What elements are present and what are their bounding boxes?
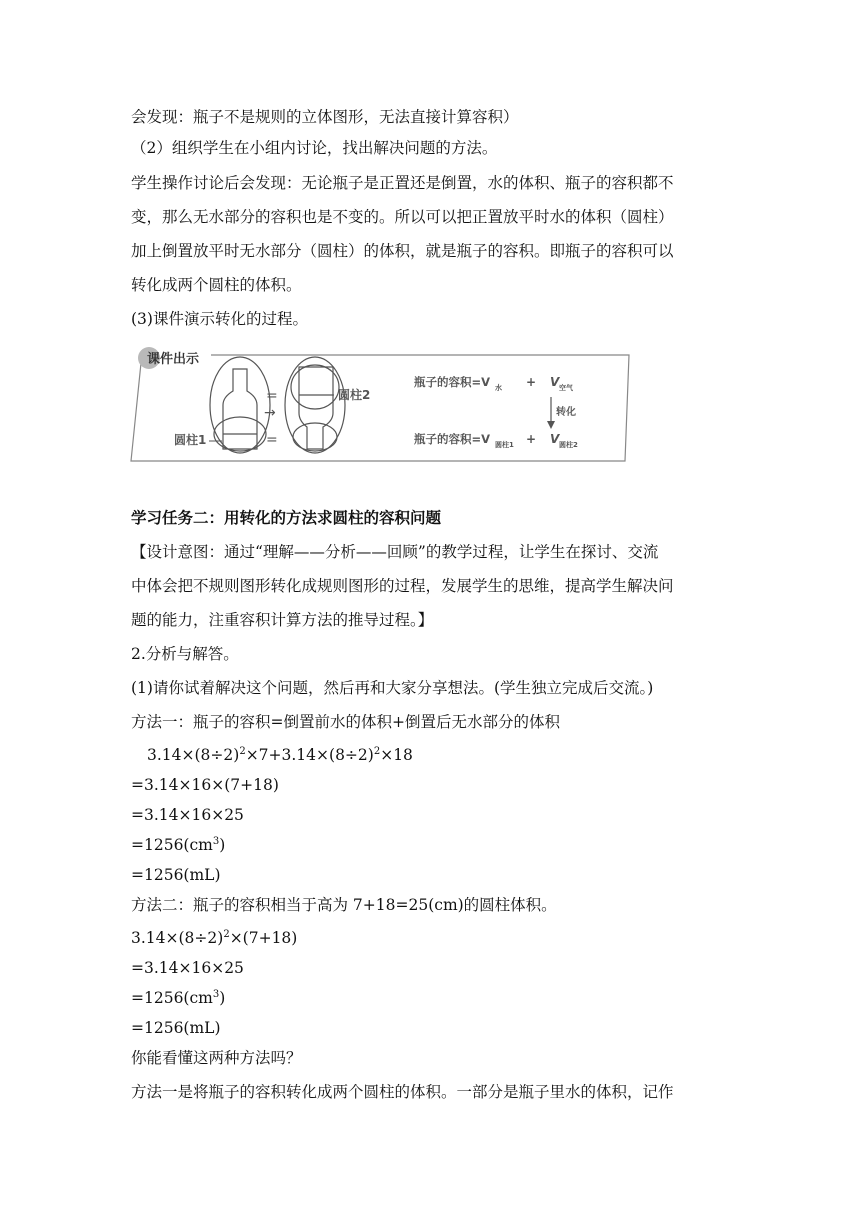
text-line: 2.分析与解答。 [131,645,239,663]
text-line: 学生操作讨论后会发现：无论瓶子是正置还是倒置，水的体积、瓶子的容积都不 [131,174,674,192]
equation-2: 瓶子的容积=V [414,432,491,446]
text-line: 【设计意图：通过“理解——分析——回顾”的教学过程，让学生在探讨、交流 [131,543,659,561]
volume-subscript: 空气 [559,384,573,392]
formula-line: =3.14×16×(7+18) [131,776,279,794]
text-line: 方法二：瓶子的容积相当于高为 7+18=25(cm)的圆柱体积。 [131,896,557,914]
right-arrow-icon: → [264,405,276,421]
transform-label: 转化 [556,407,576,418]
equals-sign: = [266,388,278,404]
bottle-upright-icon [210,357,270,453]
formula-line: $3.14\times(8\div 2)^2\times(7+18)$ [131,928,298,947]
text-line: 题的能力，注重容积计算方法的推导过程。】 [131,611,434,629]
figure-header: 课件出示 [147,352,200,367]
formula-line: =1256(mL) [131,866,221,884]
bottle-inverted-icon [285,357,345,453]
text-line: 转化成两个圆柱的体积。 [131,276,302,294]
equation-1: 瓶子的容积=V [414,375,491,389]
equation-2-subscript: 圆柱1 [495,441,514,449]
text-line: (3)课件演示转化的过程。 [131,310,308,328]
text-line: 中体会把不规则图形转化成规则图形的过程，发展学生的思维，提高学生解决问 [131,577,674,595]
formula-line: =3.14×16×25 [131,959,244,977]
down-arrow-icon [547,397,555,429]
text-line: （2）组织学生在小组内讨论，找出解决问题的方法。 [131,139,498,157]
text-line: 会发现：瓶子不是规则的立体图形，无法直接计算容积） [131,108,519,126]
formula-line: =3.14×16×25 [131,806,244,824]
plus-sign: + [526,432,537,446]
equation-1-subscript: 水 [495,384,502,392]
formula-line: $3.14\times(8\div 2)^2\times 7+3.14\times(8\div 2)^2\times 18$ [147,745,413,764]
formula-line: $=1256(cm^3)$ [131,988,226,1007]
formula-line: =1256(mL) [131,1019,221,1037]
bottle-transform-diagram [129,345,631,464]
text-line: 方法一是将瓶子的容积转化成两个圆柱的体积。一部分是瓶子里水的体积，记作 [131,1083,674,1101]
equals-sign: = [266,432,278,448]
plus-sign: + [526,375,537,389]
formula-line: $=1256(cm^3)$ [131,835,226,854]
volume-symbol: V [550,375,560,389]
text-line: 变，那么无水部分的容积也是不变的。所以可以把正置放平时水的体积（圆柱） [131,208,674,226]
text-line: (1)请你试着解决这个问题，然后再和大家分享想法。(学生独立完成后交流。) [131,679,654,697]
section-heading: 学习任务二：用转化的方法求圆柱的容积问题 [131,508,442,527]
text-line: 加上倒置放平时无水部分（圆柱）的体积，就是瓶子的容积。即瓶子的容积可以 [131,242,674,260]
text-line: 方法一：瓶子的容积=倒置前水的体积+倒置后无水部分的体积 [131,713,560,731]
cylinder2-label: 圆柱2 [338,388,371,402]
courseware-figure [129,345,631,464]
text-line: 你能看懂这两种方法吗？ [131,1049,302,1067]
volume-subscript: 圆柱2 [559,441,578,449]
cylinder1-label: 圆柱1 [174,433,207,447]
volume-symbol: V [550,432,560,446]
